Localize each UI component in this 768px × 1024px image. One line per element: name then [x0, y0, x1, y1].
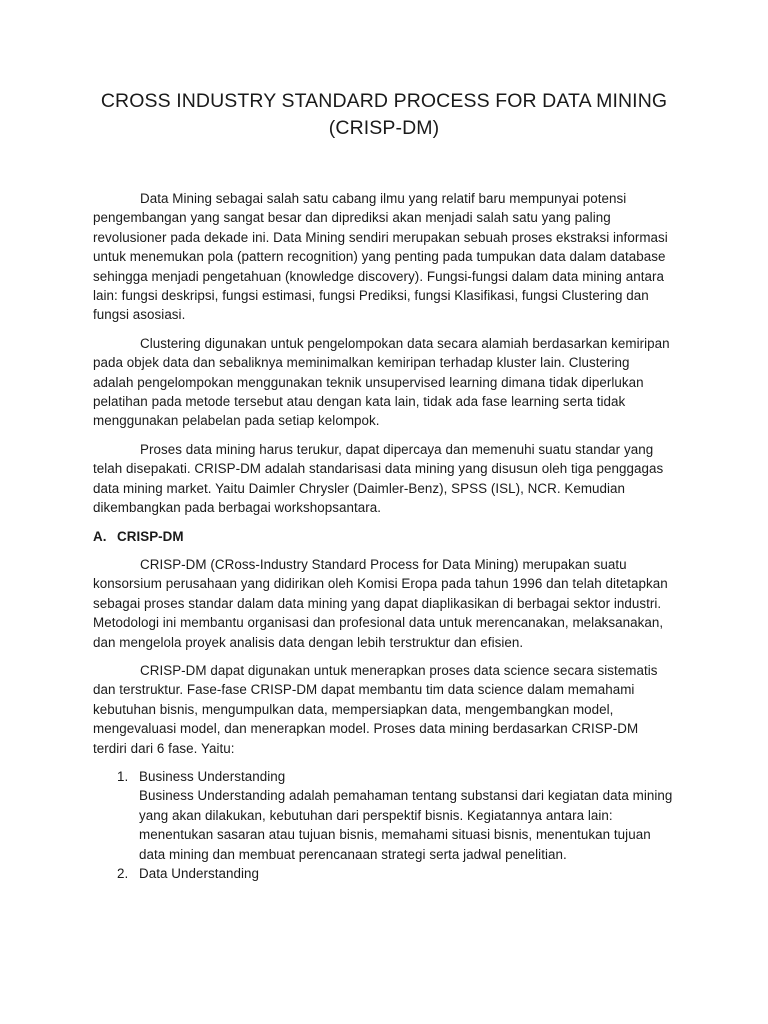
- paragraph-crisp-definition: CRISP-DM (CRoss-Industry Standard Process for Data Mining) merupakan suatu konsorsium perusahaan yang didirikan oleh Komisi Eropa pada tahun 1996 dan telah ditetapkan sebagai proses standar dalam data mining yang dapat diaplikasikan di berbagai sektor industri. Metodologi ini membantu organisasi dan profesional data untuk merencanakan, melaksanakan, dan mengelola proyek analisis data dengan lebih terstruktur dan efisien.: [93, 556, 668, 650]
- paragraph-intro: Data Mining sebagai salah satu cabang ilmu yang relatif baru mempunyai potensi pengembangan yang sangat besar dan diprediksi akan menjadi salah satu yang paling revolusioner pada dekade ini. Data Mining sendiri merupakan sebuah proses ekstraksi informasi untuk menemukan pola (pattern recognition) yang penting pada tumpukan data dalam database sehingga menjadi pengetahuan (knowledge discovery). Fungsi-fungsi dalam data mining antara lain: fungsi deskripsi, fungsi estimasi, fungsi Prediksi, fungsi Klasifikasi, fungsi Clustering dan fungsi asosiasi.: [93, 191, 668, 323]
- paragraph-standard: Proses data mining harus terukur, dapat dipercaya dan memenuhi suatu standar yang telah disepakati. CRISP-DM adalah standarisasi data mining yang disusun oleh tiga penggagas data mining market. Yaitu Daimler Chrysler (Daimler-Benz), SPSS (ISL), NCR. Kemudian dikembangkan pada berbagai workshopsantara.: [93, 441, 664, 516]
- title-line-2: (CRISP-DM): [328, 117, 440, 139]
- list-number: 1.: [117, 768, 129, 784]
- section-marker: A.: [93, 528, 107, 544]
- paragraph-clustering: Clustering digunakan untuk pengelompokan data secara alamiah berdasarkan kemiripan pada objek data dan sebaliknya meminimalkan kemiripan terhadap kluster lain. Clustering adalah pengelompokan menggunakan teknik unsupervised learning dimana tidak diperlukan pelatihan pada metode tersebut atau dengan kata lain, tidak ada fase learning serta tidak menggunakan pelabelan pada setiap kelompok.: [93, 335, 670, 429]
- list-item-content: [139, 864, 673, 883]
- phase-list: [93, 767, 673, 883]
- document-title: [60, 88, 708, 142]
- list-item-description: Business Understanding adalah pemahaman tentang substansi dari kegiatan data mining yang akan dilakukan, kebutuhan dari perspektif bisnis. Kegiatannya antara lain: menentukan sasaran atau tujuan bisnis, memahami situasi bisnis, menentukan tujuan data mining dan membuat perencanaan strategi serta jadwal penelitian.: [139, 788, 673, 862]
- list-item: [93, 864, 673, 883]
- list-item-content: [139, 767, 673, 864]
- title-line-1: CROSS INDUSTRY STANDARD PROCESS FOR DATA MINING: [100, 90, 668, 112]
- paragraph-crisp-phases: CRISP-DM dapat digunakan untuk menerapkan proses data science secara sistematis dan terstruktur. Fase-fase CRISP-DM dapat membantu tim data science dalam memahami kebutuhan bisnis, mengumpulkan data, mempersiapkan data, mengembangkan model, mengevaluasi model, dan menerapkan model. Proses data mining berdasarkan CRISP-DM terdiri dari 6 fase. Yaitu:: [93, 662, 658, 756]
- list-item-title: Business Understanding: [139, 768, 286, 784]
- document-body: [93, 189, 673, 883]
- list-item-title: Data Understanding: [139, 866, 260, 881]
- list-item: [93, 767, 673, 864]
- section-heading-text: CRISP-DM: [117, 528, 184, 544]
- section-heading-crisp-dm: [93, 527, 673, 546]
- list-number: 2.: [117, 866, 129, 881]
